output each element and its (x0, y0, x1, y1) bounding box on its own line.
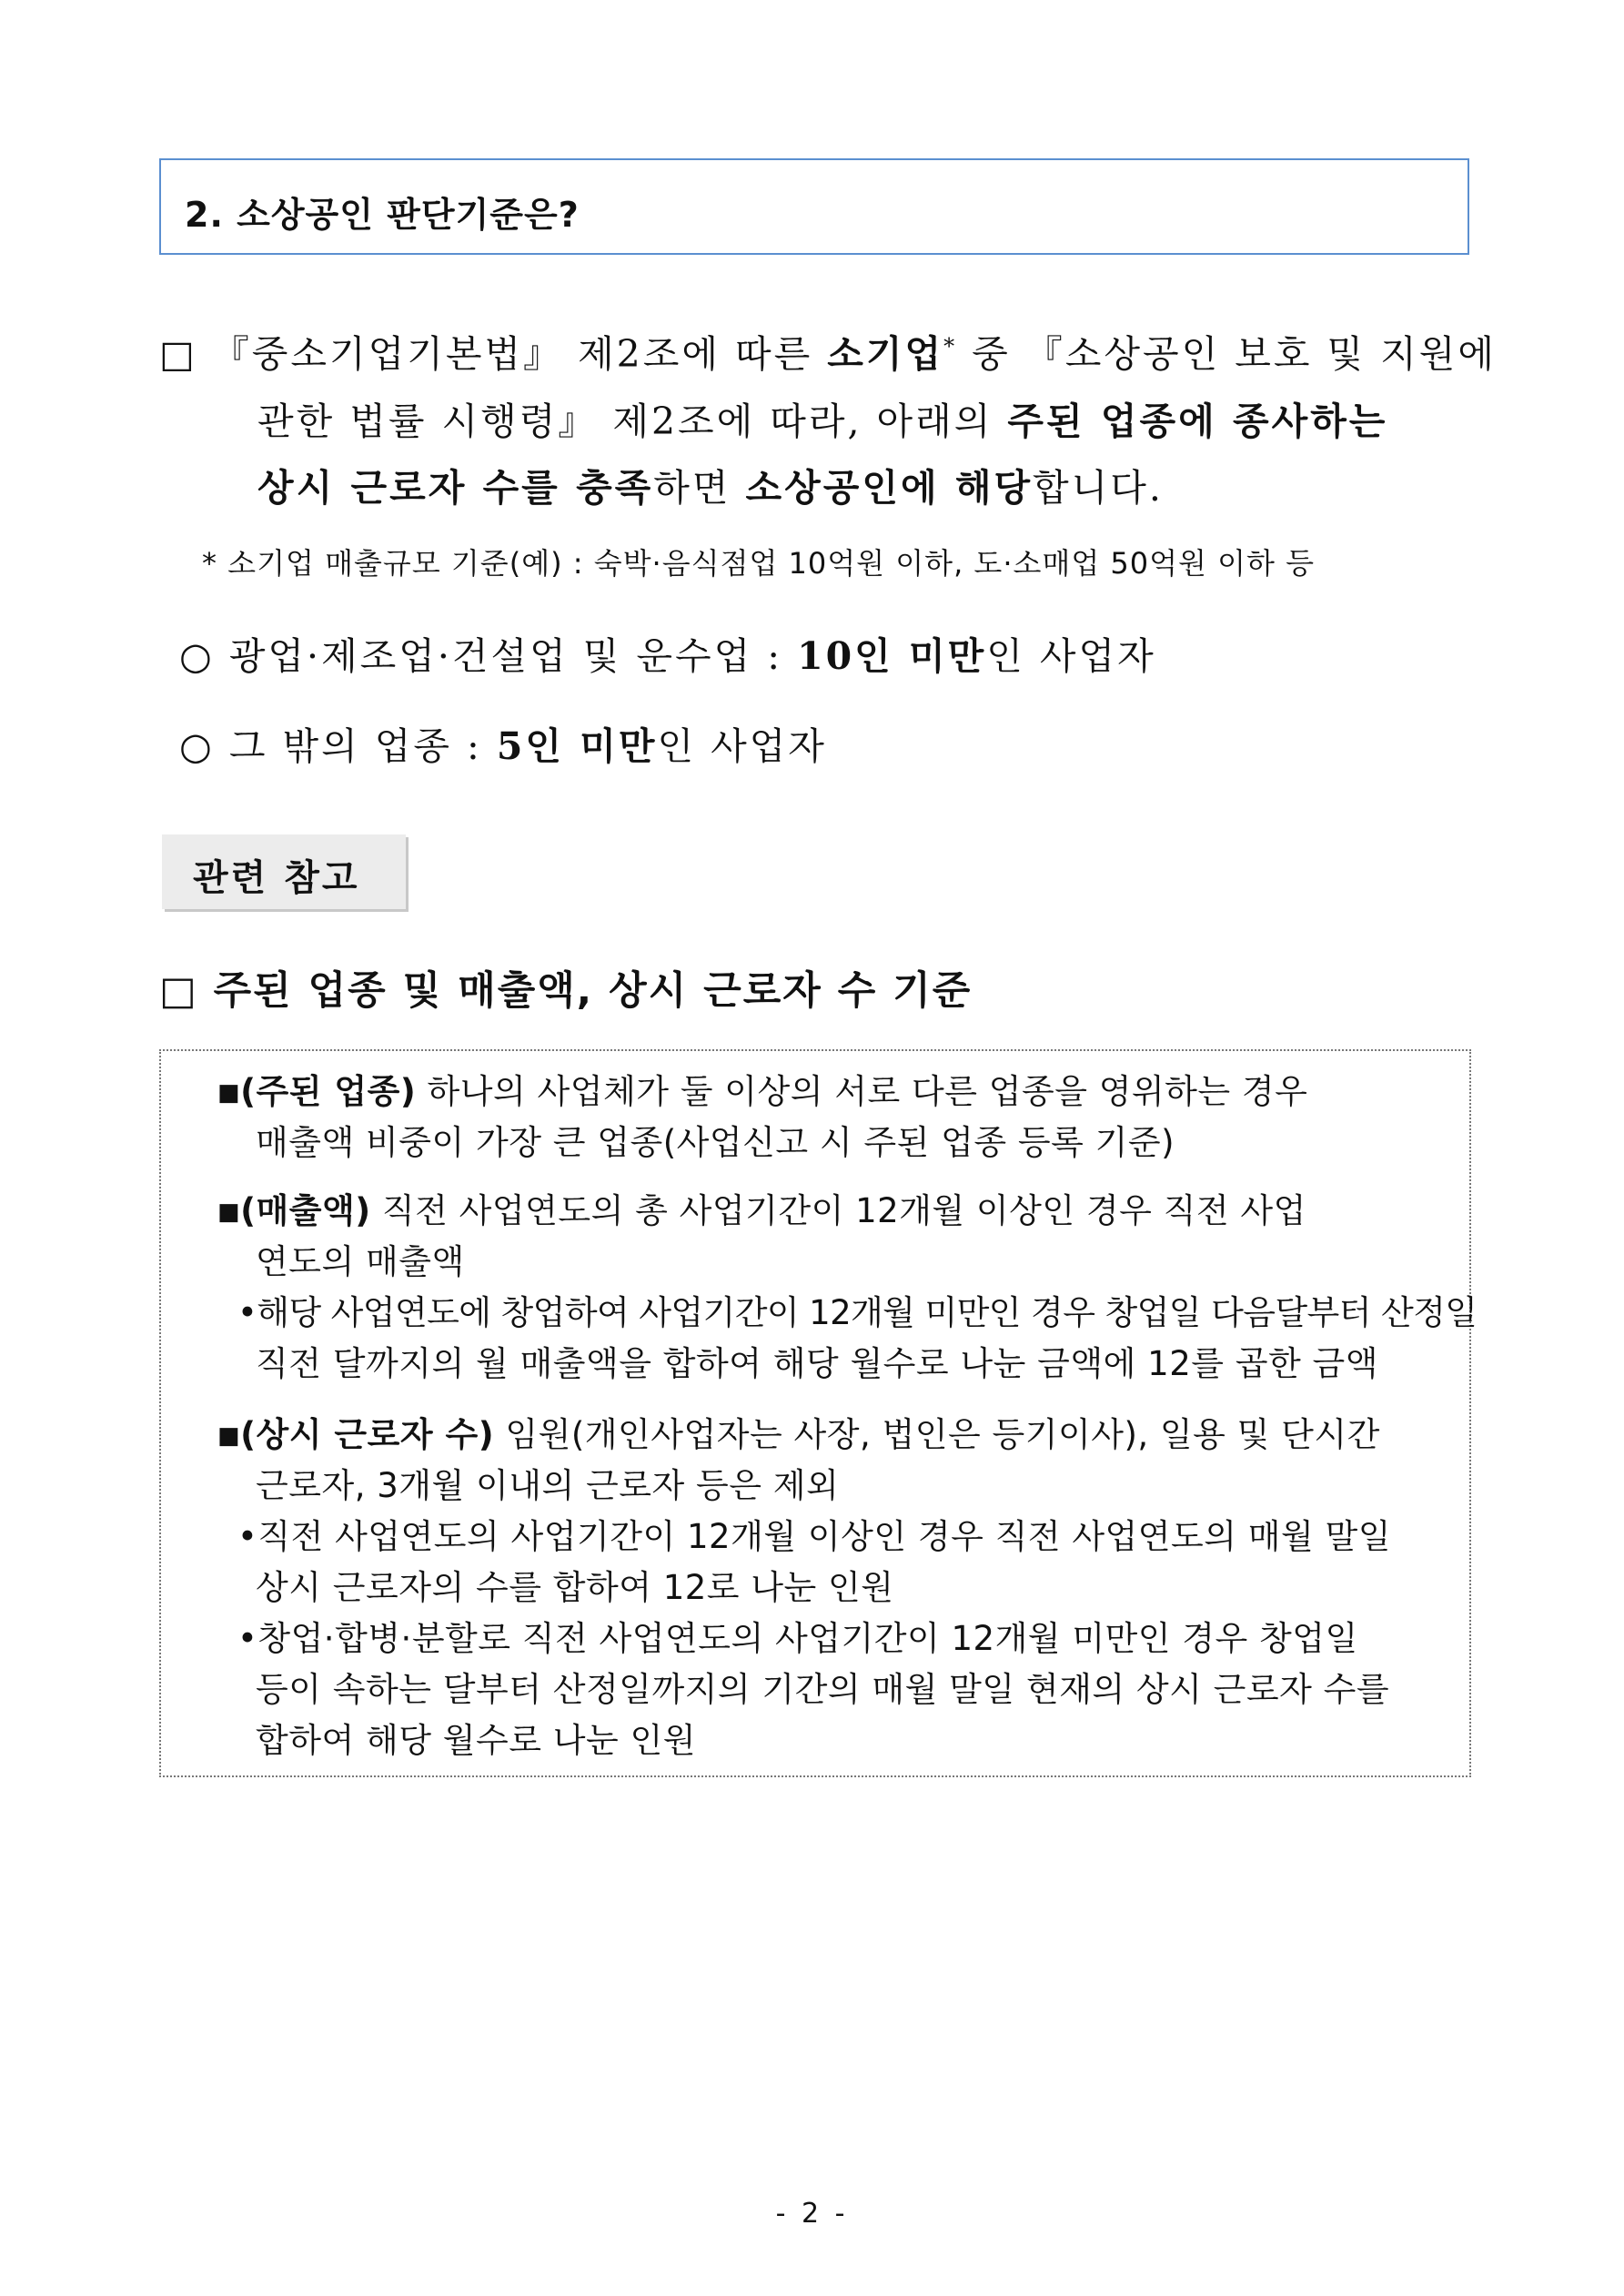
page-number: - 2 - (775, 2198, 849, 2230)
item-text: 직전 사업연도의 총 사업기간이 12개월 이상인 경우 직전 사업 (370, 1191, 1306, 1230)
checkbox-marker: □ (159, 332, 197, 376)
sales-sub-line-1: •해당 사업연도에 창업하여 사업기간이 12개월 미만인 경우 창업일 다음달부터 산정일 (237, 1293, 1478, 1332)
employee-count-term: 상시 근로자 수를 충족 (257, 466, 654, 510)
decree-reference-text: 관한 법률 시행령』 제2조에 따라, 아래의 (257, 400, 1008, 443)
circle-marker: ○ (179, 634, 215, 678)
criteria-item-mining (179, 626, 1156, 680)
item-term: (주된 업종) (240, 1072, 417, 1111)
square-bullet: ■ (217, 1422, 241, 1450)
main-paragraph-line-1 (159, 324, 1497, 378)
criteria-item-other (179, 716, 827, 770)
employee-sub1-line-1: •직전 사업연도의 사업기간이 12개월 이상인 경우 직전 사업연도의 매월 말일 (237, 1517, 1392, 1556)
main-industry-item-line-2: 매출액 비중이 가장 큰 업종(사업신고 시 주된 업종 등록 기준) (256, 1123, 1175, 1162)
reference-heading: □ 주된 업종 및 매출액, 상시 근로자 수 기준 (159, 968, 973, 1014)
employee-sub1-line-2: 상시 근로자의 수를 합하여 12로 나눈 인원 (256, 1568, 894, 1607)
criteria-suffix: 인 사업자 (657, 724, 827, 768)
qualifies-term: 소상공인에 해당 (745, 466, 1034, 510)
criteria-threshold: 5인 미만 (496, 724, 658, 768)
employee-sub2-line-3: 합하여 해당 월수로 나눈 인원 (256, 1721, 696, 1760)
criteria-threshold: 10인 미만 (797, 634, 987, 678)
criteria-suffix: 인 사업자 (986, 634, 1156, 678)
reference-badge (162, 834, 406, 909)
connector-text: 하면 (653, 466, 746, 510)
main-industry-term: 주된 업종에 종사하는 (1007, 400, 1388, 443)
main-paragraph-line-2 (257, 391, 1387, 445)
reference-badge-label: 관련 참고 (193, 857, 360, 899)
item-term: (매출액) (240, 1191, 371, 1230)
criteria-label: 그 밖의 업종 : (228, 724, 497, 768)
circle-marker: ○ (179, 724, 215, 768)
main-industry-item-line-1 (217, 1064, 1307, 1113)
criteria-details-box (159, 1049, 1478, 1777)
footnote-text: * 소기업 매출규모 기준(예) : 숙박·음식점업 10억원 이하, 도·소매업 50억원 이하 등 (202, 546, 1316, 581)
employee-sub2-line-2: 등이 속하는 달부터 산정일까지의 기간의 매월 말일 현재의 상시 근로자 수를 (256, 1670, 1390, 1709)
employee-item-line-2: 근로자, 3개월 이내의 근로자 등은 제외 (256, 1466, 840, 1505)
item-text: 하나의 사업체가 둘 이상의 서로 다른 업종을 영위하는 경우 (416, 1072, 1308, 1111)
law-reference-text: 『중소기업기본법』 제2조에 따른 (211, 332, 828, 376)
law-reference-text-2: 중 『소상공인 보호 및 지원에 (957, 332, 1497, 376)
employee-item-line-1 (217, 1407, 1380, 1456)
sentence-end: 합니다. (1033, 466, 1164, 510)
employee-sub2-line-1: •창업·합병·분할로 직전 사업연도의 사업기간이 12개월 미만인 경우 창업일 (237, 1619, 1358, 1658)
sales-item-line-2: 연도의 매출액 (256, 1242, 465, 1281)
sales-item-line-1 (217, 1183, 1306, 1232)
square-bullet: ■ (217, 1199, 241, 1226)
main-paragraph-line-3 (257, 458, 1164, 511)
criteria-label: 광업·제조업·건설업 및 운수업 : (228, 634, 798, 678)
item-term: (상시 근로자 수) (240, 1415, 495, 1454)
small-business-term: 소기업 (827, 332, 944, 376)
sales-sub-line-2: 직전 달까지의 월 매출액을 합하여 해당 월수로 나눈 금액에 12를 곱한 금액 (256, 1344, 1378, 1383)
item-text: 임원(개인사업자는 사장, 법인은 등기이사), 일용 및 단시간 (494, 1415, 1380, 1454)
section-title-box (159, 158, 1469, 255)
section-title: 2. 소상공인 판단기준은? (185, 195, 580, 235)
footnote-star: * (943, 333, 958, 359)
square-bullet: ■ (217, 1079, 241, 1107)
